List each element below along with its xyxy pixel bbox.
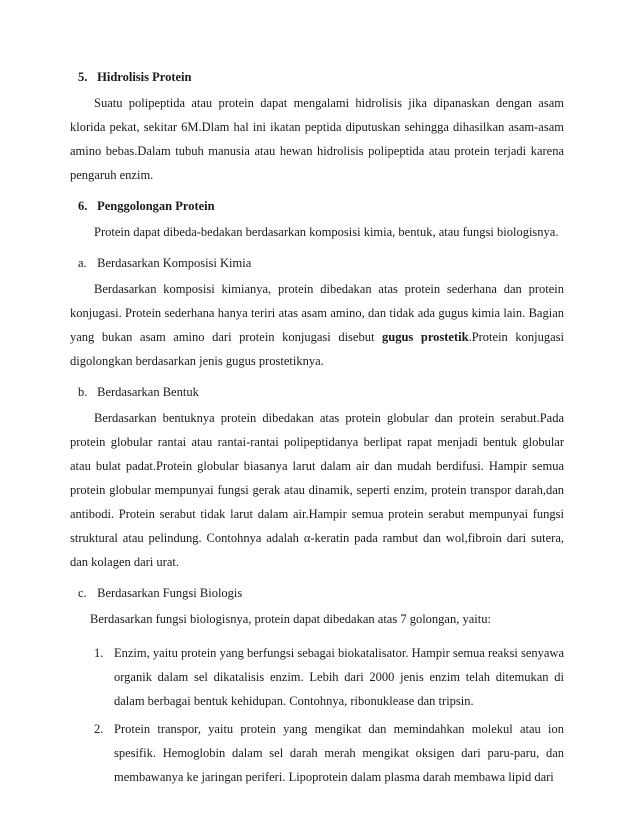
list-item-text: Enzim, yaitu protein yang berfungsi sebagai biokatalisator. Hampir semua reaksi senyawa organik dalam sel dikatalisis enzim. Lebih dari 2000 jenis enzim telah ditemukan di dalam berbagai bentuk kehidupan. Contohnya, ribonuklease dan tripsin. [114,646,564,708]
bold-term: gugus prostetik [382,330,469,344]
subsection-heading-bentuk [78,385,564,400]
list-item [70,641,564,713]
paragraph-hidrolisis: Suatu polipeptida atau protein dapat mengalami hidrolisis jika dipanaskan dengan asam klorida pekat, sekitar 6M.Dlam hal ini ikatan peptida diputuskan sehingga dihasilkan asam-asam amino bebas.Dalam tubuh manusia atau hewan hidrolisis polipeptida atau protein terjadi karena pengaruh enzim. [70,96,564,182]
list-number: 2. [94,722,104,736]
subsection-letter: b. [78,385,88,399]
subsection-letter: a. [78,256,87,270]
list-number: 1. [94,646,104,660]
paragraph-penggolongan: Protein dapat dibeda-bedakan berdasarkan komposisi kimia, bentuk, atau fungsi biologisnya. [94,225,559,239]
section-number: 6. [78,199,88,213]
paragraph-komposisi [70,277,564,373]
numbered-list [70,641,564,789]
paragraph-text: Berdasarkan komposisi kimianya, protein dibedakan atas protein sederhana dan protein konjugasi. Protein sederhana hanya teriri atas asam amino, dan tidak ada gugus kimia lain. Bagian yang bukan asam amino dari protein konjugasi disebut [70,282,564,344]
section-heading-penggolongan [78,199,564,214]
paragraph-bentuk: Berdasarkan bentuknya protein dibedakan atas protein globular dan protein serabut.Pada protein globular rantai atau rantai-rantai polipeptidanya berlipat rapat menjadi bentuk globular atau bulat padat.Protein globular biasanya larut dalam air dan mudah berdifusi. Hampir semua protein globular mempunyai fungsi gerak atau dinamik, seperti enzim, protein transpor darah,dan antibodi. Protein serabut tidak larut dalam air.Hampir semua protein serabut mempunyai fungsi struktural atau pelindung. Contohnya adalah α-keratin pada rambut dan wol,fibroin dari sutera, dan kolagen dari urat. [70,411,564,569]
section-title: Penggolongan Protein [97,199,215,213]
subsection-heading-fungsi [78,586,564,601]
subsection-title: Berdasarkan Bentuk [97,385,199,399]
list-item [70,717,564,789]
document-page [70,70,564,793]
subsection-heading-komposisi [78,256,564,271]
list-item-text: Protein transpor, yaitu protein yang mengikat dan memindahkan molekul atau ion spesifik. Hemoglobin dalam sel darah merah mengikat oksigen dari paru-paru, dan membawanya ke jaringan periferi. Lipoprotein dalam plasma darah membawa lipid dari [114,722,564,784]
paragraph-text: .Protein konjugasi digolongkan berdasarkan jenis gugus prostetiknya. [70,330,564,368]
subsection-title: Berdasarkan Fungsi Biologis [97,586,243,600]
subsection-letter: c. [78,586,87,600]
section-title: Hidrolisis Protein [97,70,192,84]
section-number: 5. [78,70,88,84]
paragraph-fungsi-intro: Berdasarkan fungsi biologisnya, protein dapat dibedakan atas 7 golongan, yaitu: [90,612,491,626]
section-heading-hidrolisis [78,70,564,85]
subsection-title: Berdasarkan Komposisi Kimia [97,256,252,270]
